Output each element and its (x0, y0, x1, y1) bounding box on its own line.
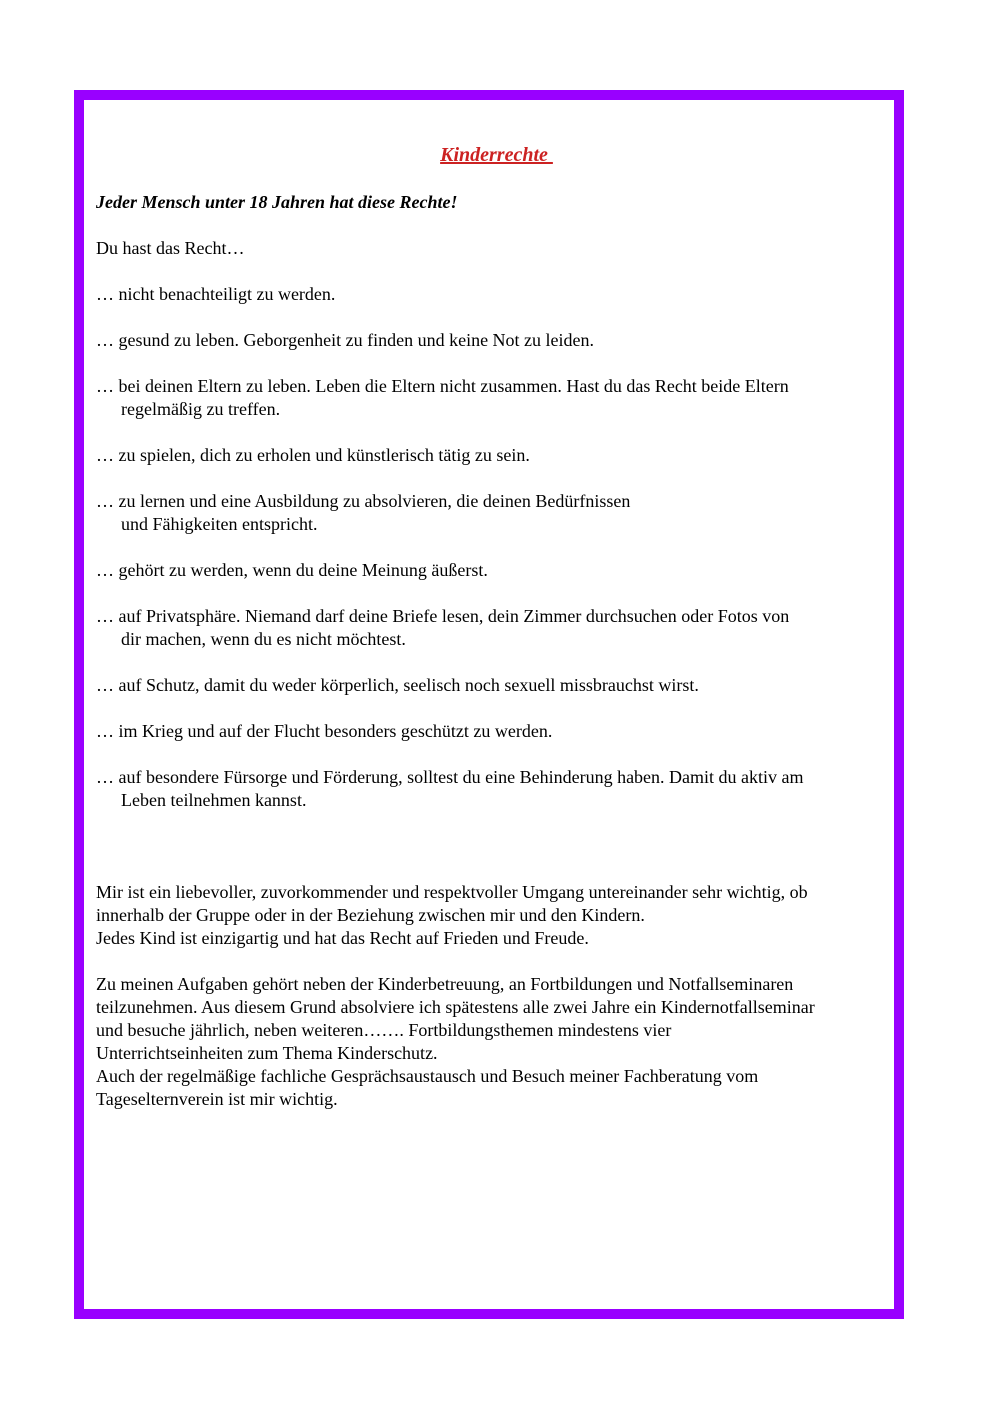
closing-section (96, 881, 901, 1134)
closing-paragraph-duties: Zu meinen Aufgaben gehört neben der Kinderbetreuung, an Fortbildungen und Notfallseminaren teilzunehmen. Aus diesem Grund absolviere ich spätestens alle zwei Jahre ein Kindernotfallseminar und besuche jährlich, neben weiteren……. Fortbildungsthemen mindestens vier Unterrichtseinheiten zum Thema Kinderschutz. Auch der regelmäßige fachliche Gesprächsaustausch und Besuch meiner Fachberatung vom Tageselternverein ist mir wichtig. (96, 974, 815, 1109)
right-item: … auf Schutz, damit du weder körperlich, seelisch noch sexuell missbrauchst wirst. (96, 675, 699, 695)
right-item: … bei deinen Eltern zu leben. Leben die Eltern nicht zusammen. Hast du das Recht beide Eltern regelmäßig zu treffen. (96, 376, 789, 419)
right-item: … gehört zu werden, wenn du deine Meinung äußerst. (96, 560, 488, 580)
right-item: … gesund zu leben. Geborgenheit zu finden und keine Not zu leiden. (96, 330, 595, 350)
closing-paragraph-respect: Mir ist ein liebevoller, zuvorkommender und respektvoller Umgang untereinander sehr wichtig, ob innerhalb der Gruppe oder in der Beziehung zwischen mir und den Kindern. Jedes Kind ist einzigartig und hat das Recht auf Frieden und Freude. (96, 882, 808, 948)
right-item: … zu spielen, dich zu erholen und künstlerisch tätig zu sein. (96, 445, 530, 465)
page-title: Kinderrechte (440, 144, 553, 166)
right-item: … auf Privatsphäre. Niemand darf deine Briefe lesen, dein Zimmer durchsuchen oder Fotos von dir machen, wenn du es nicht möchtest. (96, 606, 790, 649)
right-item: … nicht benachteiligt zu werden. (96, 284, 336, 304)
intro-text: Du hast das Recht… (96, 238, 245, 258)
subtitle: Jeder Mensch unter 18 Jahren hat diese Rechte! (96, 192, 458, 212)
right-item: … im Krieg und auf der Flucht besonders geschützt zu werden. (96, 721, 553, 741)
right-item: … auf besondere Fürsorge und Förderung, solltest du eine Behinderung haben. Damit du aktiv am Leben teilnehmen kannst. (96, 767, 804, 810)
rights-list (96, 283, 896, 835)
right-item: … zu lernen und eine Ausbildung zu absolvieren, die deinen Bedürfnissen und Fähigkeiten entspricht. (96, 491, 631, 534)
